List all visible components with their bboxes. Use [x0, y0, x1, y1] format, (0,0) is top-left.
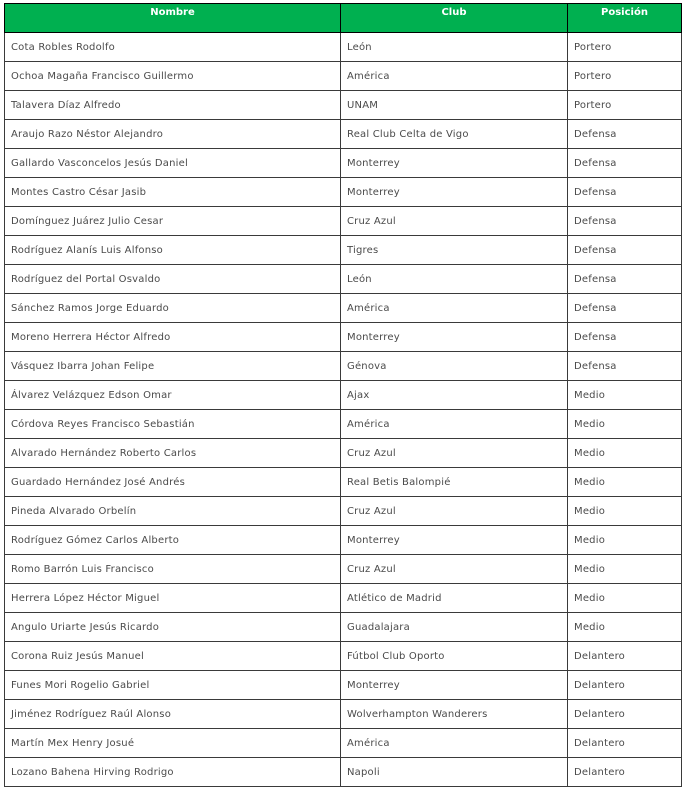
cell-club[interactable]: Guadalajara [341, 613, 568, 642]
cell-position[interactable]: Defensa [568, 207, 682, 236]
cell-name[interactable]: Rodríguez Gómez Carlos Alberto [5, 526, 341, 555]
cell-position[interactable]: Portero [568, 91, 682, 120]
cell-position[interactable]: Medio [568, 497, 682, 526]
cell-club[interactable]: UNAM [341, 91, 568, 120]
cell-club[interactable]: Monterrey [341, 149, 568, 178]
table-row [5, 120, 682, 149]
cell-position[interactable]: Medio [568, 584, 682, 613]
cell-club[interactable]: Ajax [341, 381, 568, 410]
cell-position[interactable]: Medio [568, 381, 682, 410]
cell-name[interactable]: Lozano Bahena Hirving Rodrigo [5, 758, 341, 787]
table-row [5, 758, 682, 787]
cell-club[interactable]: Real Betis Balompié [341, 468, 568, 497]
cell-position[interactable]: Delantero [568, 758, 682, 787]
cell-position[interactable]: Medio [568, 555, 682, 584]
cell-name[interactable]: Sánchez Ramos Jorge Eduardo [5, 294, 341, 323]
cell-position[interactable]: Delantero [568, 729, 682, 758]
cell-club[interactable]: Napoli [341, 758, 568, 787]
cell-position[interactable]: Medio [568, 468, 682, 497]
cell-club[interactable]: Real Club Celta de Vigo [341, 120, 568, 149]
column-header-club: Club [341, 4, 568, 33]
cell-club[interactable]: América [341, 294, 568, 323]
cell-position[interactable]: Delantero [568, 642, 682, 671]
cell-club[interactable]: América [341, 729, 568, 758]
table-row [5, 671, 682, 700]
cell-name[interactable]: Pineda Alvarado Orbelín [5, 497, 341, 526]
table-body [5, 33, 682, 787]
table-row [5, 410, 682, 439]
cell-club[interactable]: Fútbol Club Oporto [341, 642, 568, 671]
table-row [5, 323, 682, 352]
cell-name[interactable]: Cota Robles Rodolfo [5, 33, 341, 62]
cell-club[interactable]: Monterrey [341, 671, 568, 700]
cell-name[interactable]: Álvarez Velázquez Edson Omar [5, 381, 341, 410]
cell-name[interactable]: Rodríguez del Portal Osvaldo [5, 265, 341, 294]
cell-name[interactable]: Funes Mori Rogelio Gabriel [5, 671, 341, 700]
table-row [5, 584, 682, 613]
cell-position[interactable]: Medio [568, 526, 682, 555]
table-row [5, 352, 682, 381]
cell-club[interactable]: Cruz Azul [341, 497, 568, 526]
cell-name[interactable]: Romo Barrón Luis Francisco [5, 555, 341, 584]
cell-club[interactable]: Cruz Azul [341, 439, 568, 468]
cell-club[interactable]: América [341, 62, 568, 91]
cell-name[interactable]: Moreno Herrera Héctor Alfredo [5, 323, 341, 352]
cell-position[interactable]: Medio [568, 439, 682, 468]
cell-name[interactable]: Córdova Reyes Francisco Sebastián [5, 410, 341, 439]
cell-position[interactable]: Portero [568, 62, 682, 91]
cell-name[interactable]: Alvarado Hernández Roberto Carlos [5, 439, 341, 468]
table-row [5, 700, 682, 729]
table-row [5, 729, 682, 758]
table-row [5, 33, 682, 62]
table-row [5, 265, 682, 294]
cell-club[interactable]: Cruz Azul [341, 555, 568, 584]
cell-club[interactable]: Atlético de Madrid [341, 584, 568, 613]
cell-name[interactable]: Domínguez Juárez Julio Cesar [5, 207, 341, 236]
column-header-position: Posición [568, 4, 682, 33]
table-header [5, 4, 682, 33]
cell-position[interactable]: Defensa [568, 236, 682, 265]
cell-position[interactable]: Defensa [568, 178, 682, 207]
cell-name[interactable]: Araujo Razo Néstor Alejandro [5, 120, 341, 149]
roster-table [4, 3, 682, 787]
cell-name[interactable]: Rodríguez Alanís Luis Alfonso [5, 236, 341, 265]
cell-position[interactable]: Defensa [568, 294, 682, 323]
table-row [5, 294, 682, 323]
cell-name[interactable]: Gallardo Vasconcelos Jesús Daniel [5, 149, 341, 178]
cell-position[interactable]: Portero [568, 33, 682, 62]
cell-name[interactable]: Jiménez Rodríguez Raúl Alonso [5, 700, 341, 729]
table-row [5, 207, 682, 236]
cell-name[interactable]: Herrera López Héctor Miguel [5, 584, 341, 613]
cell-position[interactable]: Defensa [568, 265, 682, 294]
cell-club[interactable]: León [341, 33, 568, 62]
cell-position[interactable]: Delantero [568, 671, 682, 700]
table-row [5, 642, 682, 671]
cell-club[interactable]: América [341, 410, 568, 439]
cell-club[interactable]: Monterrey [341, 323, 568, 352]
cell-club[interactable]: Cruz Azul [341, 207, 568, 236]
table-row [5, 497, 682, 526]
cell-position[interactable]: Defensa [568, 323, 682, 352]
cell-name[interactable]: Martín Mex Henry Josué [5, 729, 341, 758]
cell-name[interactable]: Talavera Díaz Alfredo [5, 91, 341, 120]
cell-name[interactable]: Guardado Hernández José Andrés [5, 468, 341, 497]
table-row [5, 555, 682, 584]
cell-position[interactable]: Delantero [568, 700, 682, 729]
cell-club[interactable]: Monterrey [341, 178, 568, 207]
cell-position[interactable]: Defensa [568, 352, 682, 381]
cell-name[interactable]: Montes Castro César Jasib [5, 178, 341, 207]
table-row [5, 236, 682, 265]
cell-name[interactable]: Vásquez Ibarra Johan Felipe [5, 352, 341, 381]
column-header-name: Nombre [5, 4, 341, 33]
table-row [5, 178, 682, 207]
cell-position[interactable]: Medio [568, 410, 682, 439]
table-row [5, 439, 682, 468]
table-row [5, 91, 682, 120]
cell-position[interactable]: Defensa [568, 149, 682, 178]
table-row [5, 149, 682, 178]
cell-name[interactable]: Corona Ruiz Jesús Manuel [5, 642, 341, 671]
table-row [5, 468, 682, 497]
cell-name[interactable]: Angulo Uriarte Jesús Ricardo [5, 613, 341, 642]
cell-club[interactable]: Wolverhampton Wanderers [341, 700, 568, 729]
cell-name[interactable]: Ochoa Magaña Francisco Guillermo [5, 62, 341, 91]
table-row [5, 381, 682, 410]
table-row [5, 613, 682, 642]
header-row [5, 4, 682, 33]
cell-club[interactable]: Génova [341, 352, 568, 381]
cell-club[interactable]: Monterrey [341, 526, 568, 555]
cell-club[interactable]: León [341, 265, 568, 294]
table-row [5, 526, 682, 555]
cell-club[interactable]: Tigres [341, 236, 568, 265]
cell-position[interactable]: Defensa [568, 120, 682, 149]
cell-position[interactable]: Medio [568, 613, 682, 642]
table-row [5, 62, 682, 91]
